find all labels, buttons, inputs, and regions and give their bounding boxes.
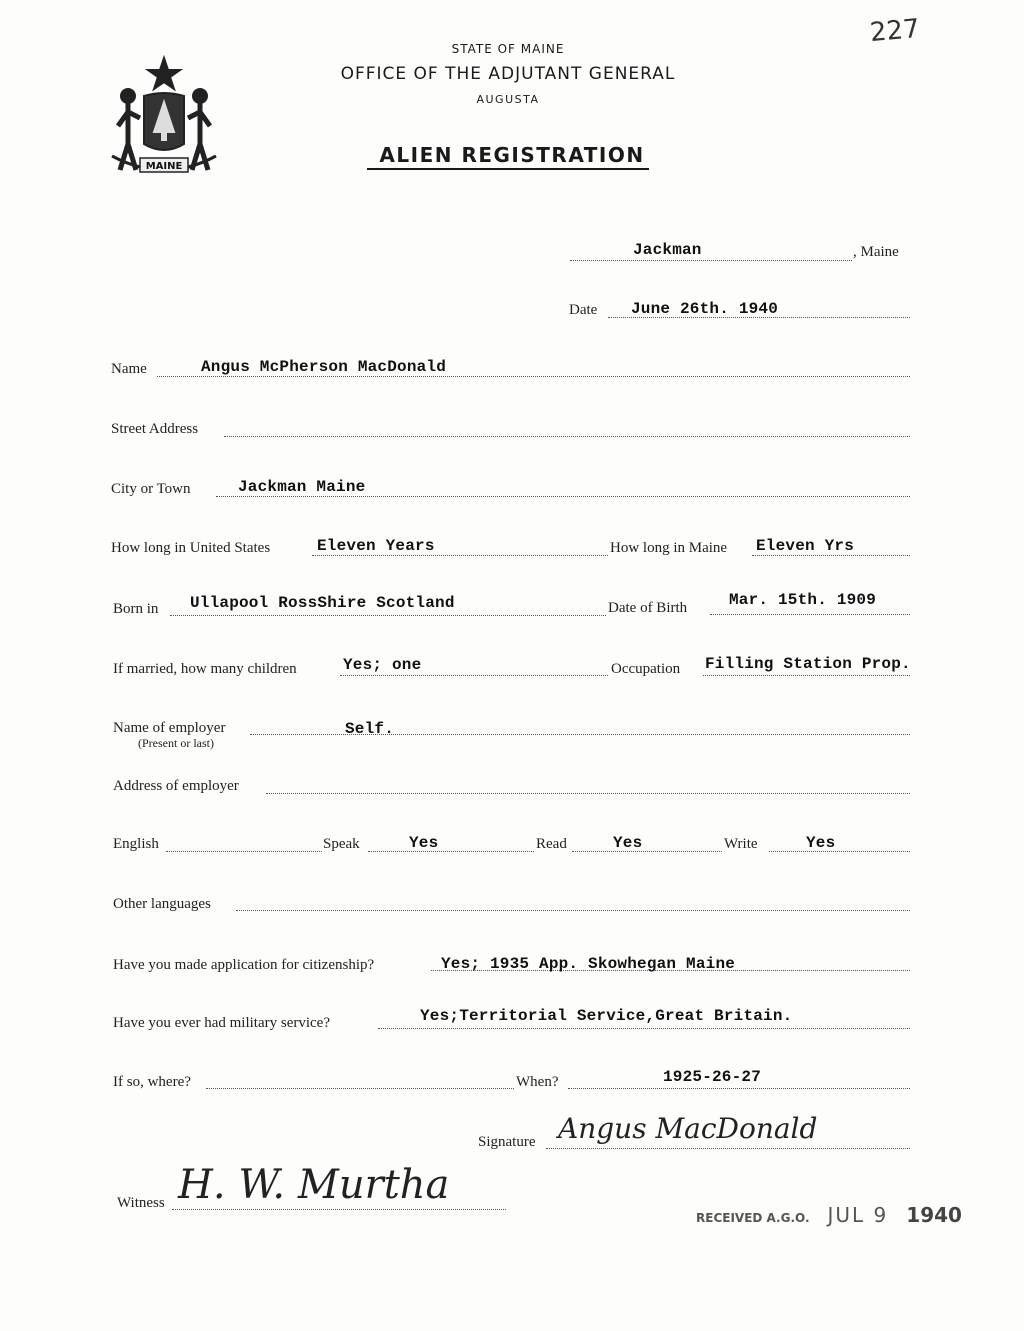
dob-label: Date of Birth [608,600,688,616]
us-duration-value: Eleven Years [317,537,435,555]
citizenship-value: Yes; 1935 App. Skowhegan Maine [441,955,736,973]
street-line [224,436,910,437]
other-languages-label: Other languages [113,896,211,912]
where-line [206,1088,514,1089]
stamp-received: RECEIVED A.G.O. [696,1211,810,1225]
maine-duration-value: Eleven Yrs [756,537,855,555]
write-label: Write [724,836,758,852]
signature-value: Angus MacDonald [558,1112,818,1145]
dob-line [710,614,910,615]
place-suffix: , Maine [853,244,899,260]
title-underline [367,168,649,170]
signature-line [546,1148,910,1149]
us-duration-label: How long in United States [111,540,271,556]
born-in-value: Ullapool RossShire Scotland [190,594,455,612]
maine-duration-label: How long in Maine [610,540,728,556]
name-label: Name [111,361,147,377]
occupation-value: Filling Station Prop. [705,655,911,673]
where-label: If so, where? [113,1074,191,1090]
english-line [166,851,322,852]
witness-label: Witness [117,1195,165,1211]
seal-text: MAINE [145,161,183,172]
witness-line [172,1209,506,1210]
read-value: Yes [613,834,643,852]
maine-duration-line [752,555,910,556]
employer-address-label: Address of employer [113,778,239,794]
dob-value: Mar. 15th. 1909 [729,591,877,609]
children-line [340,675,608,676]
speak-line [368,851,534,852]
citizenship-label: Have you made application for citizenship? [113,957,375,973]
name-line [157,376,910,377]
stamp-date: JUL 9 [827,1203,889,1227]
speak-value: Yes [409,834,439,852]
read-line [572,851,722,852]
city-heading: AUGUSTA [476,93,540,106]
military-label: Have you ever had military service? [113,1015,330,1031]
city-line [216,496,910,497]
military-line [378,1028,910,1029]
received-stamp [696,1203,962,1227]
employer-sublabel: (Present or last) [138,736,214,750]
children-value: Yes; one [343,656,422,674]
employer-address-line [266,793,910,794]
page-number: 227 [868,13,921,49]
when-line [568,1088,910,1089]
date-value: June 26th. 1940 [631,300,779,318]
military-value: Yes;Territorial Service,Great Britain. [420,1007,793,1025]
signature-label: Signature [478,1134,536,1150]
date-label: Date [569,302,598,318]
write-value: Yes [806,834,836,852]
occupation-label: Occupation [611,661,681,677]
city-value: Jackman Maine [238,478,366,496]
city-label: City or Town [111,481,191,497]
form-title: ALIEN REGISTRATION [379,143,645,167]
other-languages-line [236,910,910,911]
place-value: Jackman [633,241,702,259]
name-value: Angus McPherson MacDonald [201,358,447,376]
stamp-year: 1940 [906,1203,962,1227]
witness-value: H. W. Murtha [178,1162,450,1208]
employer-value: Self. [345,720,395,738]
read-label: Read [536,836,567,852]
state-heading: STATE OF MAINE [451,42,565,56]
born-in-line [170,615,606,616]
when-value: 1925-26-27 [663,1068,762,1086]
street-label: Street Address [111,421,199,437]
children-label: If married, how many children [113,661,297,677]
english-label: English [113,836,159,852]
speak-label: Speak [323,836,360,852]
occupation-line [703,675,910,676]
when-label: When? [516,1074,559,1090]
office-heading: OFFICE OF THE ADJUTANT GENERAL [340,64,676,84]
born-in-label: Born in [113,601,159,617]
write-line [769,851,910,852]
us-duration-line [312,555,608,556]
employer-label: Name of employer [113,720,226,736]
place-line [570,260,852,261]
